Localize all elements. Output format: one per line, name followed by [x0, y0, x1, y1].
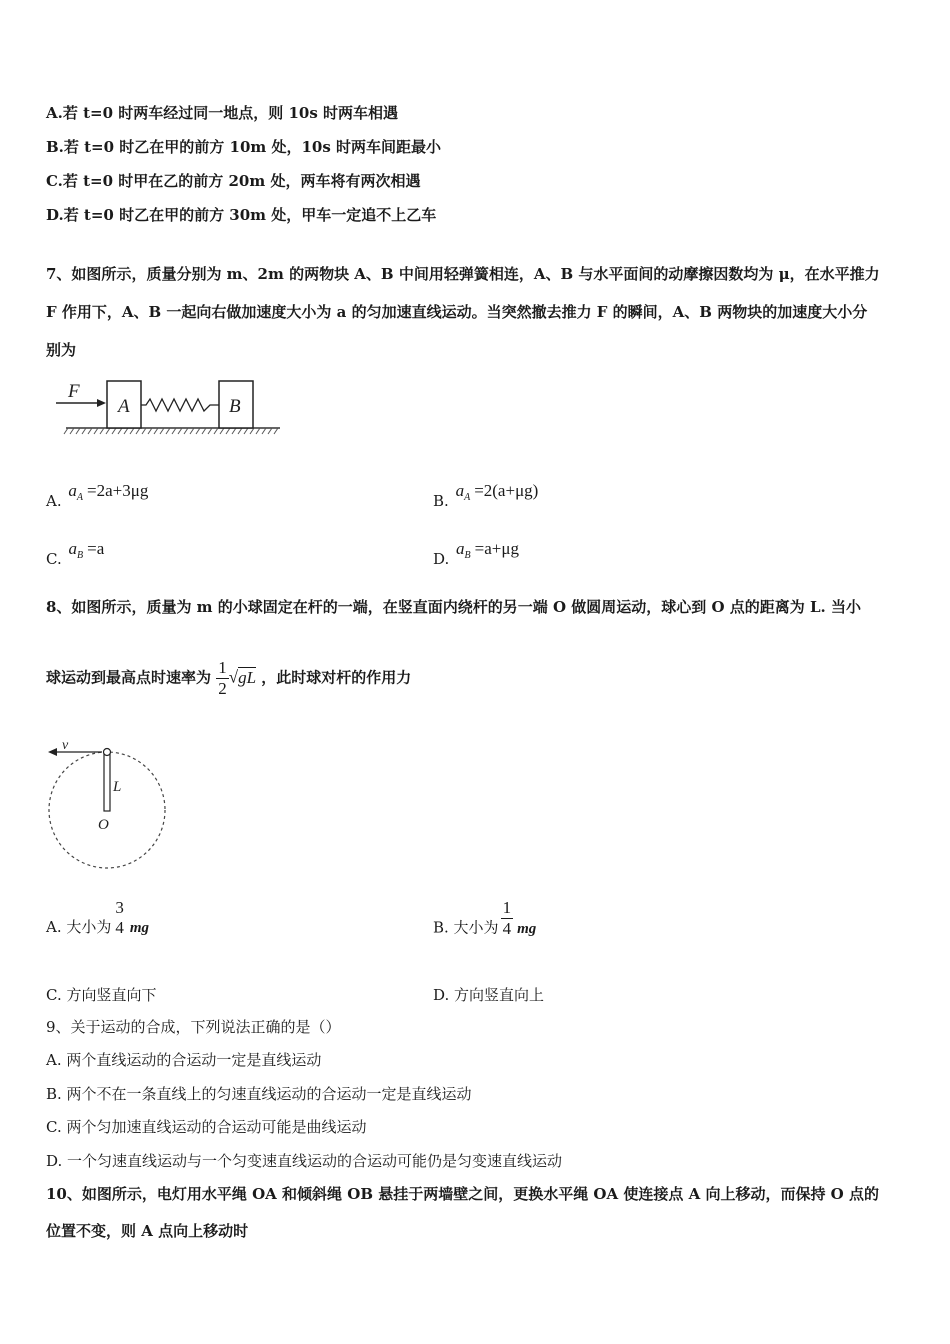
q6-option-a: A.若 t=0 时两车经过同一地点，则 10s 时两车相遇 [46, 104, 399, 122]
q7-block-b-label: B [229, 396, 241, 417]
q9-option-b: B. 两个不在一条直线上的匀速直线运动的合运动一定是直线运动 [46, 1085, 472, 1103]
q8-stem-text-before: 球运动到最高点时速率为 [46, 668, 212, 687]
q7-option-c: C. $a_B =a$ [46, 539, 105, 568]
q7-option-d: D. $a_B =a+\mu g$ [433, 539, 519, 568]
q8-figure-rod-circle [40, 735, 175, 875]
q8-stem-text-after: ，此时球对杆的作用力 [261, 668, 412, 687]
q7-spring [141, 399, 219, 411]
q7-option-a: A. $a_A =2a+3\mu g$ [46, 481, 149, 510]
q7-figure-blocks-spring [52, 372, 287, 438]
q8-speed-sqrt: √gL [228, 667, 257, 687]
q7-stem-line3: 别为 [46, 341, 77, 359]
q8-o-label: O [98, 817, 109, 833]
q9-stem: 9、关于运动的合成，下列说法正确的是（） [46, 1018, 341, 1036]
q6-option-c: C.若 t=0 时甲在乙的前方 20m 处，两车将有两次相遇 [46, 172, 421, 190]
q8-l-label: L [113, 779, 122, 795]
q8-v-label: v [62, 738, 69, 753]
q9-option-c: C. 两个匀加速直线运动的合运动可能是曲线运动 [46, 1118, 367, 1136]
q6-option-b: B.若 t=0 时乙在甲的前方 10m 处，10s 时两车间距最小 [46, 138, 442, 156]
q7-stem-line1: 7、如图所示，质量分别为 m、2m 的两物块 A、B 中间用轻弹簧相连，A、B 与水平面间的动摩擦因数均为 μ，在水平推力 [46, 265, 880, 283]
q8-option-d: D. 方向竖直向上 [433, 986, 545, 1004]
q7-stem-line2: F 作用下，A、B 一起向右做加速度大小为 a 的匀加速直线运动。当突然撤去推力 F 的瞬间，A、B 两物块的加速度大小分 [46, 303, 868, 321]
q10-stem-line1: 10、如图所示，电灯用水平绳 OA 和倾斜绳 OB 悬挂于两墙壁之间，更换水平绳 OA 使连接点 A 向上移动，而保持 O 点的 [46, 1185, 879, 1203]
q6-option-d: D.若 t=0 时乙在甲的前方 30m 处，甲车一定追不上乙车 [46, 206, 437, 224]
q8-option-b: B. 大小为 $\frac{1}{4}$ mg [433, 898, 537, 938]
q8-option-c: C. 方向竖直向下 [46, 986, 157, 1004]
q8-option-a: A. 大小为 3 4 mg [46, 898, 150, 937]
q10-stem-line2: 位置不变，则 A 点向上移动时 [46, 1222, 249, 1240]
q8-speed-fraction: $\frac{1}{2}$ [218, 658, 227, 698]
q9-option-d: D. 一个匀速直线运动与一个匀变速直线运动的合运动可能仍是匀变速直线运动 [46, 1152, 563, 1170]
q7-option-b: B. $a_A =2(a+\mu g)$ [433, 481, 539, 510]
q7-block-a-label: A [118, 396, 130, 417]
q7-force-label: F [68, 381, 80, 402]
q8-stem-line2 [46, 658, 411, 699]
q8-stem-line1: 8、如图所示，质量为 m 的小球固定在杆的一端，在竖直面内绕杆的另一端 O 做圆周运动，球心到 O 点的距离为 L. 当小 [46, 598, 861, 616]
q9-option-a: A. 两个直线运动的合运动一定是直线运动 [46, 1051, 322, 1069]
